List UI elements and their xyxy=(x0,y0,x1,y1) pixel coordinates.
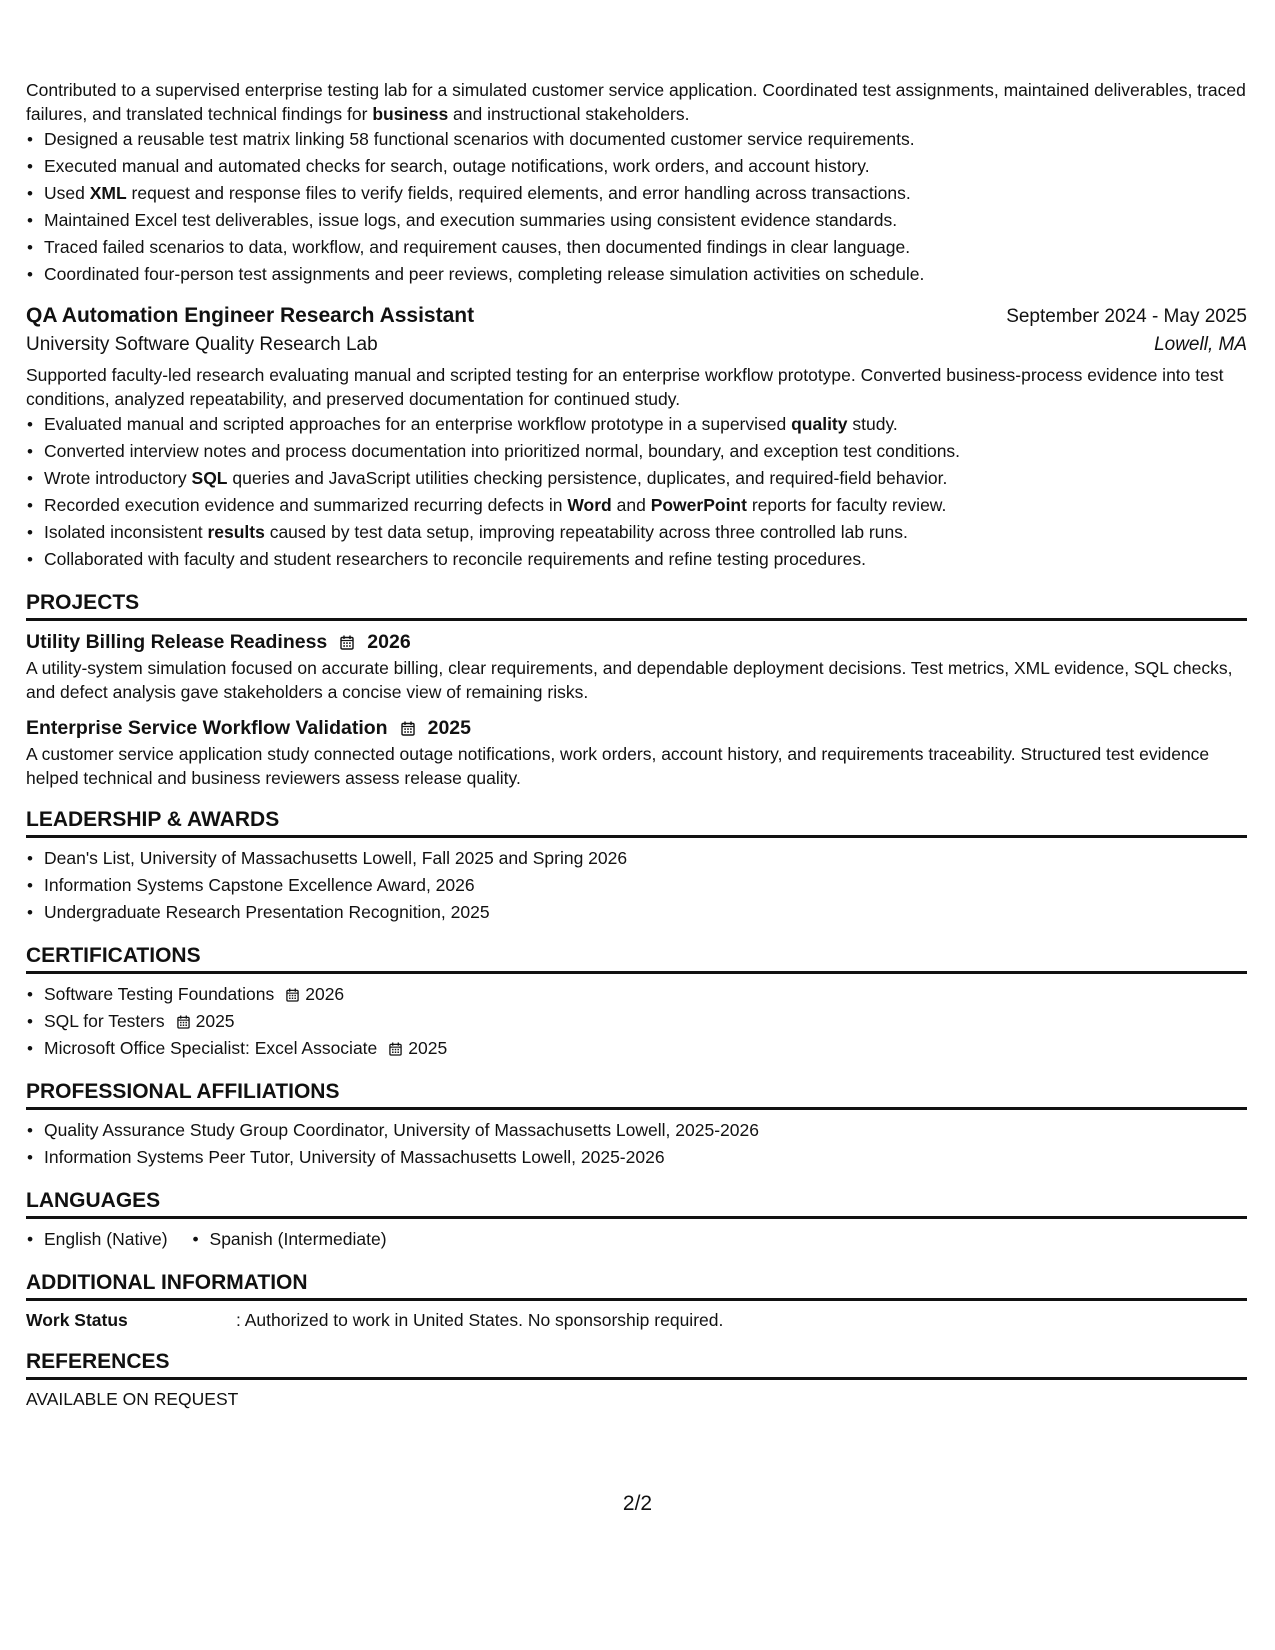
section-title: LANGUAGES xyxy=(26,1187,1247,1219)
cert-year: 2025 xyxy=(408,1038,448,1058)
job-dates: September 2024 - May 2025 xyxy=(1006,306,1247,327)
list-item: • Spanish (Intermediate) xyxy=(192,1226,387,1253)
job-subheader xyxy=(26,331,1247,359)
list-item: • Information Systems Capstone Excellence Award, 2026 xyxy=(44,872,1247,899)
project-year: 2025 xyxy=(427,717,471,739)
project-year: 2026 xyxy=(367,631,411,653)
job-location: Lowell, MA xyxy=(1154,334,1247,355)
project-description: A customer service application study connected outage notifications, work orders, account history, and requirements traceability. Structured test evidence helped technical and business reviewers assess release quality. xyxy=(26,744,1210,788)
info-label: Work Status xyxy=(26,1310,128,1330)
cert-year: 2026 xyxy=(305,984,345,1004)
bullet-item: • Converted interview notes and process documentation into prioritized normal, boundary, and exception test conditions. xyxy=(44,438,1247,465)
list-item xyxy=(44,981,1247,1008)
calendar-icon xyxy=(177,1015,190,1029)
job-bullets xyxy=(26,411,1247,573)
experience-summary: Contributed to a supervised enterprise testing lab for a simulated customer service application. Coordinated test assignments, maintained deliverables, traced failures, and translated technical findings for business and instructional stakeholders. xyxy=(26,80,1246,124)
bullet-item: • Coordinated four-person test assignments and peer reviews, completing release simulation activities on schedule. xyxy=(44,261,1247,288)
bullet-item: • Traced failed scenarios to data, workflow, and requirement causes, then documented findings in clear language. xyxy=(44,234,1247,261)
list-item: • Dean's List, University of Massachusetts Lowell, Fall 2025 and Spring 2026 xyxy=(44,845,1247,872)
page-number: 2/2 xyxy=(622,1492,653,1515)
info-value: : Authorized to work in United States. No sponsorship required. xyxy=(236,1310,724,1330)
cert-name: Software Testing Foundations xyxy=(44,984,275,1004)
job-entry xyxy=(26,301,1247,573)
bullet-item: • Used XML request and response files to verify fields, required elements, and error handling across transactions. xyxy=(44,180,1247,207)
cert-year: 2025 xyxy=(195,1011,235,1031)
leadership-section xyxy=(26,806,1247,926)
cert-name: Microsoft Office Specialist: Excel Associate xyxy=(44,1038,378,1058)
bullet-item: • Recorded execution evidence and summarized recurring defects in Word and PowerPoint reports for faculty review. xyxy=(44,492,1247,519)
languages-list xyxy=(26,1226,1247,1253)
calendar-icon xyxy=(401,721,415,736)
experience-continued xyxy=(26,78,1247,288)
affiliations-list xyxy=(26,1117,1247,1171)
leadership-list xyxy=(26,845,1247,926)
project-header xyxy=(26,628,1247,656)
calendar-icon xyxy=(389,1042,402,1056)
projects-section xyxy=(26,589,1247,790)
affiliations-section xyxy=(26,1078,1247,1171)
calendar-icon xyxy=(340,635,354,650)
bullet-item: • Evaluated manual and scripted approaches for an enterprise workflow prototype in a supervised quality study. xyxy=(44,411,1247,438)
job-title: QA Automation Engineer Research Assistant xyxy=(26,304,475,327)
certifications-list xyxy=(26,981,1247,1062)
job-organization: University Software Quality Research Lab xyxy=(26,334,378,355)
languages-section xyxy=(26,1187,1247,1253)
list-item xyxy=(44,1008,1247,1035)
section-title: CERTIFICATIONS xyxy=(26,942,1247,974)
project-header xyxy=(26,714,1247,742)
project-entry xyxy=(26,714,1247,790)
list-item: • Undergraduate Research Presentation Recognition, 2025 xyxy=(44,899,1247,926)
list-item: • English (Native) xyxy=(26,1226,168,1253)
project-name: Utility Billing Release Readiness xyxy=(26,631,328,653)
list-item xyxy=(44,1035,1247,1062)
bullet-item: • Designed a reusable test matrix linking 58 functional scenarios with documented customer service requirements. xyxy=(44,126,1247,153)
bullet-item: • Isolated inconsistent results caused by test data setup, improving repeatability across three controlled lab runs. xyxy=(44,519,1247,546)
project-name: Enterprise Service Workflow Validation xyxy=(26,717,388,739)
bullet-item: • Executed manual and automated checks for search, outage notifications, work orders, and account history. xyxy=(44,153,1247,180)
experience-bullets xyxy=(26,126,1247,288)
calendar-icon xyxy=(286,988,299,1002)
bullet-item: • Wrote introductory SQL queries and JavaScript utilities checking persistence, duplicates, and required-field behavior. xyxy=(44,465,1247,492)
job-summary: Supported faculty-led research evaluating manual and scripted testing for an enterprise workflow prototype. Converted business-process evidence into test conditions, analyzed repeatability, and preserved documentation for continued study. xyxy=(26,365,1224,409)
section-title: REFERENCES xyxy=(26,1348,1247,1380)
info-row xyxy=(26,1308,1247,1332)
references-section xyxy=(26,1348,1247,1411)
section-title: ADDITIONAL INFORMATION xyxy=(26,1269,1247,1301)
additional-section xyxy=(26,1269,1247,1332)
list-item: • Information Systems Peer Tutor, University of Massachusetts Lowell, 2025-2026 xyxy=(44,1144,1247,1171)
project-entry xyxy=(26,628,1247,704)
project-description: A utility-system simulation focused on accurate billing, clear requirements, and dependable deployment decisions. Test metrics, XML evidence, SQL checks, and defect analysis gave stakeholders a concise view of remaining risks. xyxy=(26,658,1233,702)
list-item: • Quality Assurance Study Group Coordinator, University of Massachusetts Lowell, 2025-2026 xyxy=(44,1117,1247,1144)
bullet-item: • Maintained Excel test deliverables, issue logs, and execution summaries using consistent evidence standards. xyxy=(44,207,1247,234)
section-title: PROJECTS xyxy=(26,589,1247,621)
bullet-item: • Collaborated with faculty and student researchers to reconcile requirements and refine testing procedures. xyxy=(44,546,1247,573)
certifications-section xyxy=(26,942,1247,1062)
references-text: AVAILABLE ON REQUEST xyxy=(26,1389,239,1409)
section-title: PROFESSIONAL AFFILIATIONS xyxy=(26,1078,1247,1110)
cert-name: SQL for Testers xyxy=(44,1011,165,1031)
job-header xyxy=(26,301,1247,331)
section-title: LEADERSHIP & AWARDS xyxy=(26,806,1247,838)
